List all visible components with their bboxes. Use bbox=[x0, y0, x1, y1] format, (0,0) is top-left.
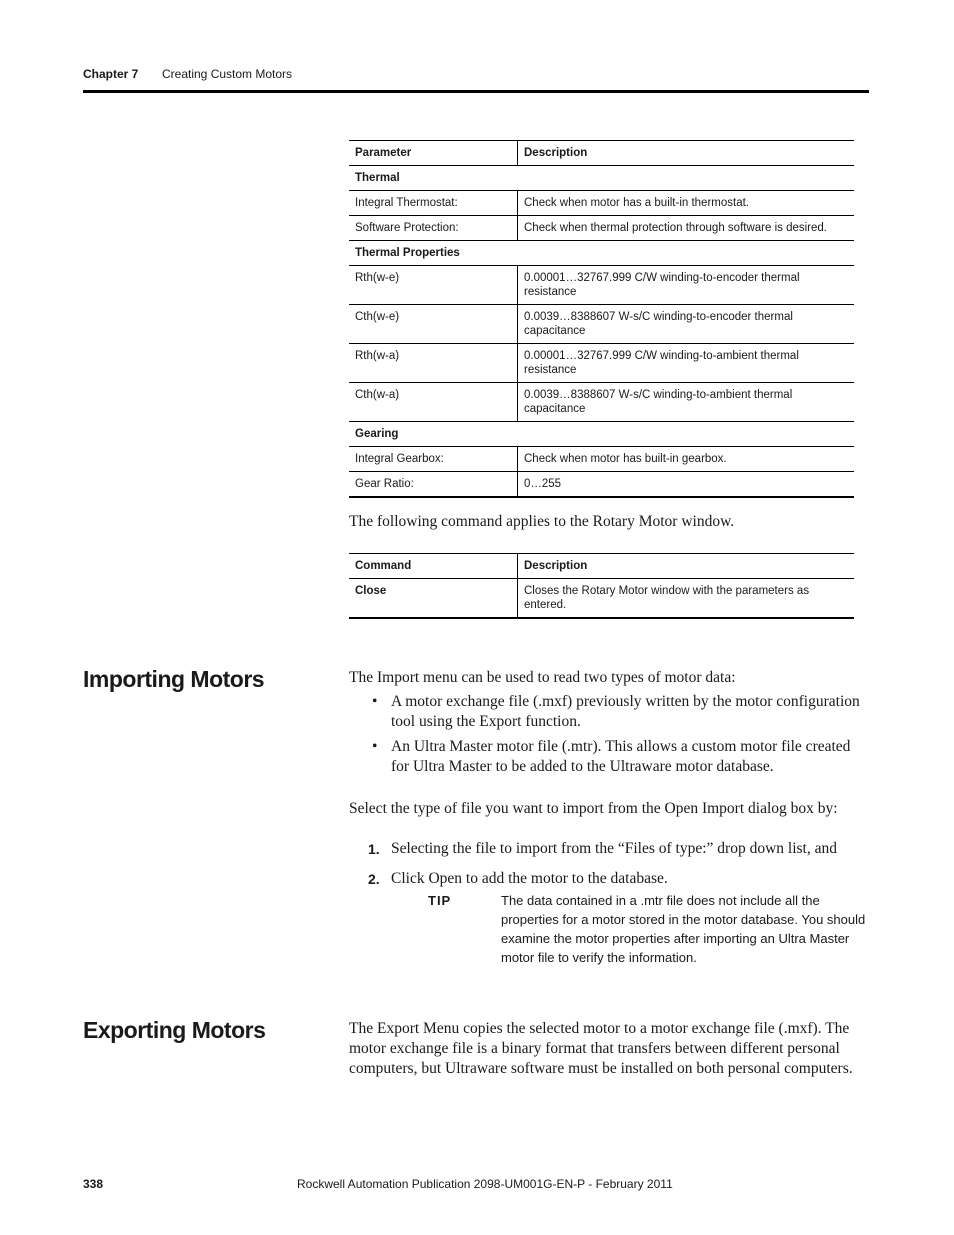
bullet-icon: • bbox=[372, 693, 378, 710]
table-row bbox=[349, 216, 854, 241]
table-row bbox=[349, 447, 854, 472]
section-label: Thermal Properties bbox=[349, 241, 854, 266]
column-header: Description bbox=[518, 141, 855, 166]
column-header: Parameter bbox=[349, 141, 518, 166]
chapter-label: Chapter 7 bbox=[83, 67, 139, 81]
param-cell: Rth(w-e) bbox=[349, 266, 518, 305]
desc-cell: 0…255 bbox=[518, 472, 855, 498]
table-row bbox=[349, 305, 854, 344]
step-number: 2. bbox=[368, 871, 380, 887]
exporting-text: The Export Menu copies the selected motor to a motor exchange file (.mxf). The motor exchange file is a binary format that transfers between different personal computers, but Ultraware software must be installed on both personal computers. bbox=[349, 1020, 853, 1077]
desc-cell: Check when motor has a built-in thermostat. bbox=[518, 191, 855, 216]
desc-cell: 0.0039…8388607 W-s/C winding-to-ambient thermal capacitance bbox=[518, 383, 855, 422]
page-header bbox=[83, 66, 869, 93]
desc-cell: Check when thermal protection through software is desired. bbox=[518, 216, 855, 241]
table-section-row bbox=[349, 422, 854, 447]
list-item bbox=[370, 692, 870, 732]
param-cell: Integral Thermostat: bbox=[349, 191, 518, 216]
column-header: Description bbox=[518, 554, 855, 579]
section-label: Thermal bbox=[349, 166, 854, 191]
param-cell: Software Protection: bbox=[349, 216, 518, 241]
table-row bbox=[349, 383, 854, 422]
importing-intro: The Import menu can be used to read two types of motor data: bbox=[349, 669, 736, 686]
table-header-row bbox=[349, 141, 854, 166]
tip-text: The data contained in a .mtr file does not include all the properties for a motor stored in the motor database. You should examine the motor properties after importing an Ultra Master motor file to verify the information. bbox=[501, 893, 866, 965]
step-text: Selecting the file to import from the “Files of type:” drop down list, and bbox=[391, 840, 837, 857]
step-number: 1. bbox=[368, 841, 380, 857]
publication-info: Rockwell Automation Publication 2098-UM001G-EN-P - February 2011 bbox=[297, 1177, 673, 1191]
tip-label: TIP bbox=[428, 893, 452, 908]
desc-cell: Closes the Rotary Motor window with the parameters as entered. bbox=[518, 579, 855, 619]
table-row bbox=[349, 266, 854, 305]
list-item-text: A motor exchange file (.mxf) previously written by the motor configuration tool using the Export function. bbox=[391, 693, 860, 730]
section-label: Gearing bbox=[349, 422, 854, 447]
importing-heading: Importing Motors bbox=[83, 666, 265, 692]
page-number: 338 bbox=[83, 1177, 104, 1191]
list-item-text: An Ultra Master motor file (.mtr). This allows a custom motor file created for Ultra Master to be added to the Ultraware motor database. bbox=[391, 738, 851, 775]
table-row bbox=[349, 472, 854, 498]
import-bullet-list bbox=[370, 692, 870, 782]
param-cell: Cth(w-a) bbox=[349, 383, 518, 422]
desc-cell: 0.00001…32767.999 C/W winding-to-ambient thermal resistance bbox=[518, 344, 855, 383]
desc-cell: Check when motor has built-in gearbox. bbox=[518, 447, 855, 472]
list-item bbox=[370, 737, 870, 777]
column-header: Command bbox=[349, 554, 518, 579]
command-cell: Close bbox=[349, 579, 518, 619]
parameter-table bbox=[349, 140, 854, 498]
bullet-icon: • bbox=[372, 738, 378, 755]
table-section-row bbox=[349, 166, 854, 191]
command-intro: The following command applies to the Rotary Motor window. bbox=[349, 513, 735, 530]
table-row bbox=[349, 579, 854, 619]
table-section-row bbox=[349, 241, 854, 266]
param-cell: Integral Gearbox: bbox=[349, 447, 518, 472]
param-cell: Cth(w-e) bbox=[349, 305, 518, 344]
desc-cell: 0.0039…8388607 W-s/C winding-to-encoder thermal capacitance bbox=[518, 305, 855, 344]
param-cell: Rth(w-a) bbox=[349, 344, 518, 383]
select-text: Select the type of file you want to import from the Open Import dialog box by: bbox=[349, 800, 838, 817]
exporting-heading: Exporting Motors bbox=[83, 1017, 266, 1043]
param-cell: Gear Ratio: bbox=[349, 472, 518, 498]
step-text: Click Open to add the motor to the database. bbox=[391, 870, 668, 887]
table-row bbox=[349, 191, 854, 216]
command-table bbox=[349, 553, 854, 619]
desc-cell: 0.00001…32767.999 C/W winding-to-encoder thermal resistance bbox=[518, 266, 855, 305]
table-header-row bbox=[349, 554, 854, 579]
chapter-title: Creating Custom Motors bbox=[162, 67, 293, 81]
table-row bbox=[349, 344, 854, 383]
